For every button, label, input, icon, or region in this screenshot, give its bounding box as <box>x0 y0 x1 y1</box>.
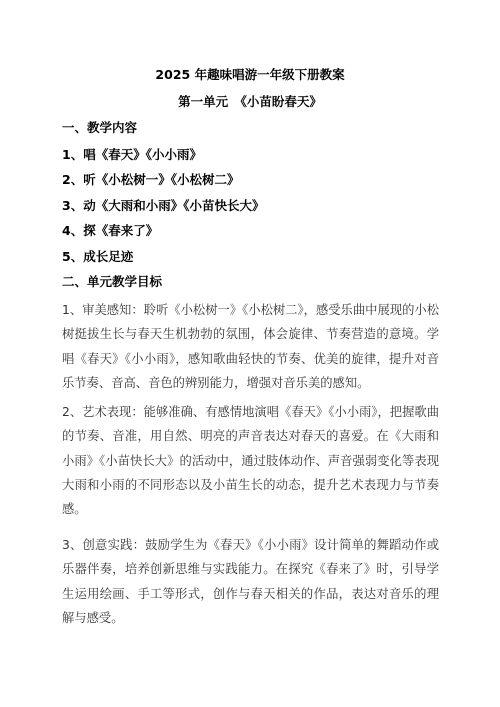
section-heading-teaching-content: 一、教学内容 <box>62 120 138 135</box>
content-item-growth: 5、成长足迹 <box>62 249 134 264</box>
unit-title: 第一单元 《小苗盼春天》 <box>178 94 322 109</box>
content-item-explore: 4、探《春来了》 <box>62 223 159 238</box>
content-item-listen: 2、听《小松树一》《小松树二》 <box>62 172 240 187</box>
goal-paragraph-creative: 3、创意实践：鼓励学生为《春天》《小小雨》设计简单的舞蹈动作或乐器伴奏，培养创新思维与实践能力。在探究《春来了》时，引导学生运用绘画、手工等形式，创作与春天相关的作品，表达对音乐的理解与感受。 <box>62 538 439 625</box>
goal-paragraph-aesthetic: 1、审美感知：聆听《小松树一》《小松树二》，感受乐曲中展现的小松树挺拔生长与春天生机勃勃的氛围，体会旋律、节奏营造的意境。学唱《春天》《小小雨》，感知歌曲轻快的节奏、优美的旋律，提升对音乐节奏、音高、音色的辨别能力，增强对音乐美的感知。 <box>62 303 439 390</box>
document-title: 2025 年趣味唱游一年级下册教案 <box>155 67 345 82</box>
goal-paragraph-expression: 2、艺术表现：能够准确、有感情地演唱《春天》《小小雨》，把握歌曲的节奏、音准，用自然、明亮的声音表达对春天的喜爱。在《大雨和小雨》《小苗快长大》的活动中，通过肢体动作、声音强弱变化等表现大雨和小雨的不同形态以及小苗生长的动态，提升艺术表现力与节奏感。 <box>62 405 439 517</box>
content-item-move: 3、动《大雨和小雨》《小苗快长大》 <box>62 198 265 213</box>
section-heading-unit-goals: 二、单元教学目标 <box>62 274 163 289</box>
content-item-sing: 1、唱《春天》《小小雨》 <box>62 147 202 162</box>
